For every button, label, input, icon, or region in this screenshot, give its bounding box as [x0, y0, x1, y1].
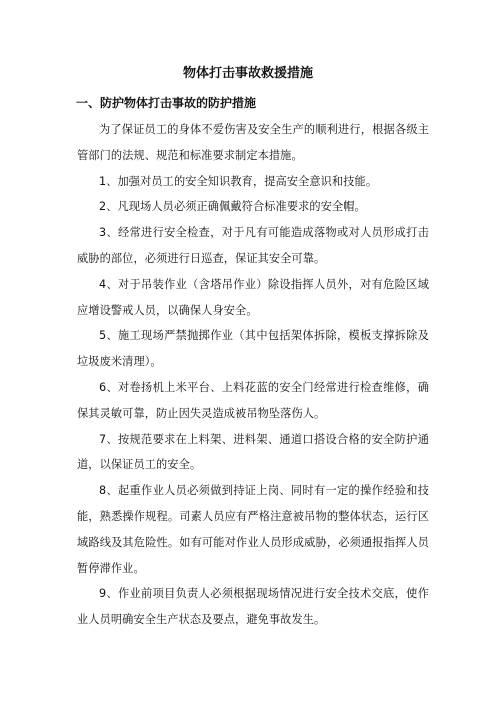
section-heading: 一、防护物体打击事故的防护措施 — [76, 96, 257, 110]
paragraph-item-4: 4、对于吊装作业（含塔吊作业）除设指挥人员外，对有危险区域应增设警戒人员，以确保人身安全。 — [77, 277, 429, 317]
paragraph-item-7: 7、按规范要求在上料架、进料架、通道口搭设合格的安全防护通道，以保证员工的安全。 — [77, 432, 429, 472]
paragraph-item-8: 8、起重作业人员必须做到持证上岗、同时有一定的操作经验和技能，熟悉操作规程。司素人员应有严格注意被吊物的整体状态，运行区域路线及其危险性。如有可能对作业人员形成威胁，必须通报指挥人员暂停滞作业。 — [77, 484, 429, 575]
paragraph-item-9: 9、作业前项目负责人必须根据现场情况进行安全技术交底，使作业人员明确安全生产状态及要点，避免事故发生。 — [77, 587, 429, 627]
paragraph-item-3: 3、经常进行安全检查，对于凡有可能造成落物或对人员形成打击威胁的部位，必须进行日巡查，保证其安全可靠。 — [77, 226, 429, 265]
document-title: 物体打击事故救援措施 — [182, 66, 313, 81]
paragraph-item-2: 2、凡现场人员必须正确佩戴符合标准要求的安全帽。 — [99, 200, 366, 214]
paragraph-item-1: 1、加强对员工的安全知识教育，提高安全意识和技能。 — [99, 174, 378, 188]
document-body — [77, 117, 429, 633]
paragraph-item-6: 6、对卷扬机上米平台、上料花蓝的安全门经常进行检查维修，确保其灵敏可靠，防止因失灵造成被吊物坠落伤人。 — [77, 380, 429, 420]
paragraph-item-5: 5、施工现场严禁抛掷作业（其中包括架体拆除，模板支撑拆除及垃圾废米清理）。 — [77, 329, 429, 369]
paragraph-intro: 为了保证员工的身体不爱伤害及安全生产的顺利进行，根据各级主管部门的法规、规范和标准要求制定本措施。 — [77, 123, 429, 162]
